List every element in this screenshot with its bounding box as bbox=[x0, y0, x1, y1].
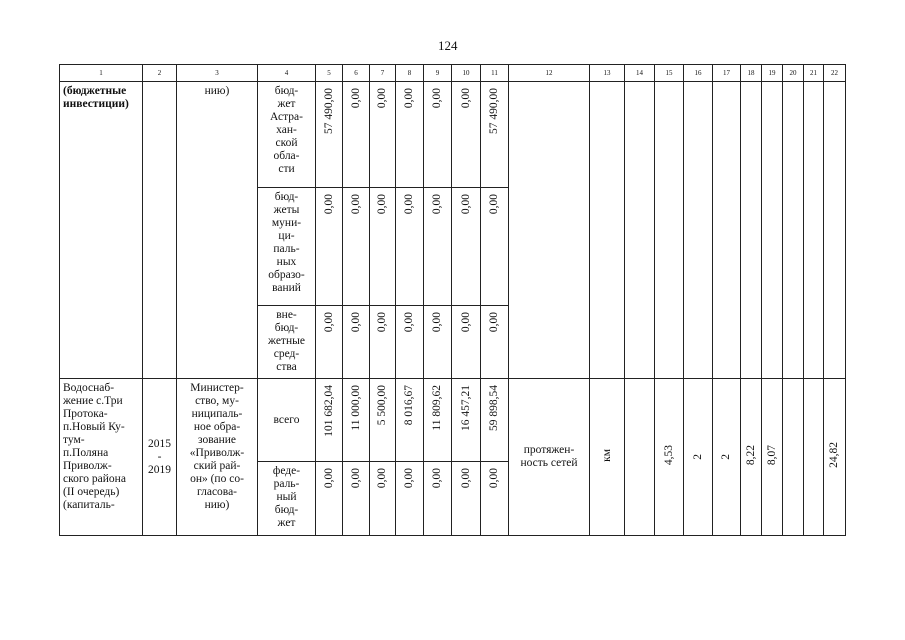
funding-source: вне- бюд- жетные сред- ства bbox=[258, 306, 316, 379]
value-cell: 59 898,54 bbox=[481, 379, 509, 462]
target-cell bbox=[824, 82, 846, 379]
col-num: 5 bbox=[316, 65, 343, 82]
col-num: 17 bbox=[713, 65, 741, 82]
value-cell: 0,00 bbox=[452, 306, 481, 379]
funding-source: всего bbox=[258, 379, 316, 462]
target-cell bbox=[655, 82, 684, 379]
value-cell: 101 682,04 bbox=[316, 379, 343, 462]
value-cell: 0,00 bbox=[424, 82, 452, 188]
col-num: 10 bbox=[452, 65, 481, 82]
col-num: 7 bbox=[370, 65, 396, 82]
target-cell: 2 bbox=[713, 379, 741, 536]
col-num: 19 bbox=[762, 65, 783, 82]
value-cell: 0,00 bbox=[316, 306, 343, 379]
value-cell: 0,00 bbox=[396, 188, 424, 306]
executor-cell: Министер- ство, му- ниципаль- ное обра- зование «Приволж- ский рай- он» (по со- гласова- нию) bbox=[177, 379, 258, 536]
table-row bbox=[60, 82, 846, 188]
col-num: 22 bbox=[824, 65, 846, 82]
target-cell bbox=[625, 82, 655, 379]
value-cell: 11 809,62 bbox=[424, 379, 452, 462]
funding-source: феде- раль- ный бюд- жет bbox=[258, 462, 316, 536]
value-cell: 11 000,00 bbox=[343, 379, 370, 462]
funding-source: бюд- жеты муни- ци- паль- ных образо- ваний bbox=[258, 188, 316, 306]
value-cell: 0,00 bbox=[316, 462, 343, 536]
page-number: 124 bbox=[438, 38, 458, 53]
value-cell: 0,00 bbox=[396, 82, 424, 188]
target-cell bbox=[684, 82, 713, 379]
target-cell: 8,07 bbox=[762, 379, 783, 536]
value-cell: 0,00 bbox=[424, 306, 452, 379]
period-cell: 2015 - 2019 bbox=[143, 379, 177, 536]
col-num: 3 bbox=[177, 65, 258, 82]
column-number-row bbox=[60, 65, 846, 82]
value-cell: 0,00 bbox=[452, 188, 481, 306]
col-num: 12 bbox=[509, 65, 590, 82]
value-cell: 0,00 bbox=[481, 462, 509, 536]
col-num: 14 bbox=[625, 65, 655, 82]
value-cell: 0,00 bbox=[424, 462, 452, 536]
col-num: 4 bbox=[258, 65, 316, 82]
value-cell: 57 490,00 bbox=[481, 82, 509, 188]
value-cell: 0,00 bbox=[452, 82, 481, 188]
value-cell: 0,00 bbox=[481, 188, 509, 306]
value-cell: 0,00 bbox=[370, 462, 396, 536]
indicator-cell bbox=[509, 82, 590, 379]
target-cell bbox=[783, 82, 804, 379]
executor-cell: нию) bbox=[177, 82, 258, 379]
target-cell bbox=[625, 379, 655, 536]
measure-name: (бюджетные инвестиции) bbox=[60, 82, 143, 379]
value-cell: 0,00 bbox=[343, 462, 370, 536]
value-cell: 5 500,00 bbox=[370, 379, 396, 462]
col-num: 13 bbox=[590, 65, 625, 82]
value-cell: 0,00 bbox=[370, 82, 396, 188]
col-num: 8 bbox=[396, 65, 424, 82]
value-cell: 0,00 bbox=[452, 462, 481, 536]
col-num: 2 bbox=[143, 65, 177, 82]
period-cell bbox=[143, 82, 177, 379]
value-cell: 0,00 bbox=[343, 306, 370, 379]
unit-cell bbox=[590, 82, 625, 379]
col-num: 15 bbox=[655, 65, 684, 82]
value-cell: 0,00 bbox=[370, 306, 396, 379]
target-cell bbox=[804, 379, 824, 536]
value-cell: 0,00 bbox=[396, 306, 424, 379]
value-cell: 0,00 bbox=[424, 188, 452, 306]
target-cell: 8,22 bbox=[741, 379, 762, 536]
program-table bbox=[59, 64, 846, 536]
table-row bbox=[60, 379, 846, 462]
col-num: 20 bbox=[783, 65, 804, 82]
col-num: 11 bbox=[481, 65, 509, 82]
target-cell bbox=[804, 82, 824, 379]
col-num: 21 bbox=[804, 65, 824, 82]
value-cell: 0,00 bbox=[343, 82, 370, 188]
target-cell: 24,82 bbox=[824, 379, 846, 536]
measure-name: Водоснаб- жение с.Три Протока- п.Новый Ку- тум- п.Поляна Приволж- ского района (II очередь) (капиталь- bbox=[60, 379, 143, 536]
target-cell bbox=[741, 82, 762, 379]
col-num: 9 bbox=[424, 65, 452, 82]
target-cell: 2 bbox=[684, 379, 713, 536]
value-cell: 57 490,00 bbox=[316, 82, 343, 188]
value-cell: 0,00 bbox=[396, 462, 424, 536]
col-num: 16 bbox=[684, 65, 713, 82]
funding-source: бюд- жет Астра- хан- ской обла- сти bbox=[258, 82, 316, 188]
col-num: 18 bbox=[741, 65, 762, 82]
unit-cell: км bbox=[590, 379, 625, 536]
target-cell bbox=[762, 82, 783, 379]
value-cell: 0,00 bbox=[481, 306, 509, 379]
target-cell bbox=[713, 82, 741, 379]
col-num: 6 bbox=[343, 65, 370, 82]
target-cell bbox=[783, 379, 804, 536]
value-cell: 0,00 bbox=[316, 188, 343, 306]
value-cell: 8 016,67 bbox=[396, 379, 424, 462]
target-cell: 4,53 bbox=[655, 379, 684, 536]
indicator-cell: протяжен- ность сетей bbox=[509, 379, 590, 536]
value-cell: 16 457,21 bbox=[452, 379, 481, 462]
col-num: 1 bbox=[60, 65, 143, 82]
value-cell: 0,00 bbox=[343, 188, 370, 306]
value-cell: 0,00 bbox=[370, 188, 396, 306]
